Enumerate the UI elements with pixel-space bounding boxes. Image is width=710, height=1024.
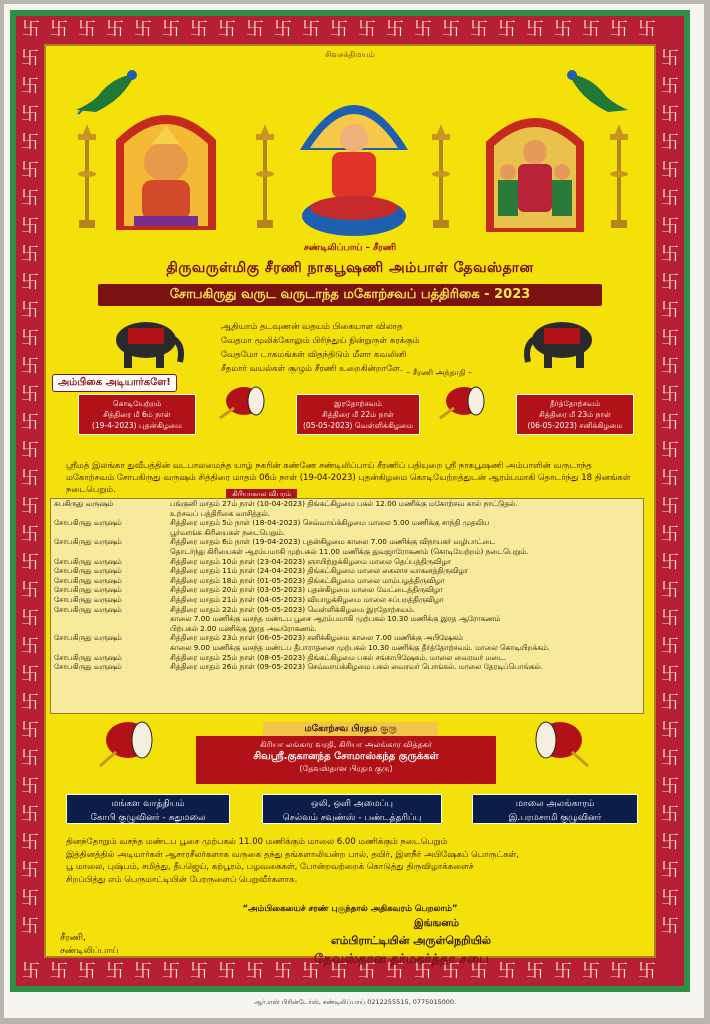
schedule-row: [51, 509, 643, 519]
swastika-motif-icon: 卐: [21, 76, 39, 97]
guru-role: (தேவஸ்தான பிரதம குரு): [299, 764, 393, 773]
schedule-text: சித்திரை மாதம் 5ம் நாள் (18-04-2023) செவ்வாய்க்கிழமை மாலை 5.00 மணிக்கு சாந்தி முதலிய: [170, 518, 490, 528]
swastika-motif-icon: 卐: [21, 272, 39, 293]
swastika-motif-icon: 卐: [21, 916, 39, 937]
swastika-motif-icon: 卐: [21, 664, 39, 685]
schedule-text: சித்திரை மாதம் 20ம் நாள் (03-05-2023) புதன்கிழமை மாலை வேட்டைத்திருவிழா: [170, 585, 443, 595]
swastika-motif-icon: 卐: [582, 19, 600, 40]
schedule-year: [51, 509, 167, 519]
place-line-2: சண்டிலிப்பாய்: [60, 946, 119, 956]
swastika-motif-icon: 卐: [50, 961, 68, 982]
swastika-motif-icon: 卐: [246, 961, 264, 982]
schedule-row: [51, 557, 643, 567]
swastika-motif-icon: 卐: [442, 19, 460, 40]
swastika-motif-icon: 卐: [190, 961, 208, 982]
swastika-motif-icon: 卐: [661, 328, 679, 349]
festival-name: தீர்த்தோற்சவம்: [549, 399, 601, 408]
festival-water-cutting: [516, 394, 634, 435]
swastika-motif-icon: 卐: [21, 860, 39, 881]
swastika-motif-icon: 卐: [661, 356, 679, 377]
verse-line: ஆதியாம் தடவுணன் வதயம் பிகையாள விலாத: [221, 322, 403, 332]
swastika-motif-icon: 卐: [21, 580, 39, 601]
swastika-motif-icon: 卐: [661, 664, 679, 685]
swastika-motif-icon: 卐: [302, 19, 320, 40]
schedule-row: [51, 576, 643, 586]
swastika-motif-icon: 卐: [610, 19, 628, 40]
schedule-text: சித்திரை மாதம் 10ம் நாள் (23-04-2023) ஞாயிற்றுக்கிழமை மாலை தெப்பத்திருவிழா: [170, 556, 451, 566]
schedule-row: [51, 537, 643, 547]
schedule-year: சோபகிருது வருஷம்: [54, 604, 122, 614]
swastika-motif-icon: 卐: [21, 524, 39, 545]
team-title: ஒலி, ஒளி அமைப்பு: [311, 799, 393, 809]
festival-title: சோபகிருது வருட வருடாந்த மகோற்சவப் பத்திரிகை - 2023: [98, 284, 602, 306]
swastika-motif-icon: 卐: [638, 19, 656, 40]
swastika-motif-icon: 卐: [21, 692, 39, 713]
schedule-year: [51, 547, 167, 557]
swastika-motif-icon: 卐: [661, 720, 679, 741]
swastika-motif-icon: 卐: [442, 961, 460, 982]
team-title: மங்கள வாத்தியம்: [111, 799, 185, 809]
schedule-text: சித்திரை மாதம் 21ம் நாள் (04-05-2023) வியாழக்கிழமை மாலை சப்பறத்திருவிழா: [170, 594, 444, 604]
swastika-motif-icon: 卐: [526, 19, 544, 40]
swastika-motif-icon: 卐: [661, 132, 679, 153]
swastika-motif-icon: 卐: [358, 19, 376, 40]
swastika-motif-icon: 卐: [246, 19, 264, 40]
schedule-row: [51, 624, 643, 634]
swastika-motif-icon: 卐: [358, 961, 376, 982]
blessing-label: அம்பிகை அடியார்களே!: [52, 374, 177, 392]
drum-icon: [532, 718, 590, 768]
swastika-motif-icon: 卐: [661, 104, 679, 125]
guru-name: சிவஸ்ரீ.குகானந்த சோமாஸ்கந்த குருக்கள்: [253, 751, 439, 762]
swastika-motif-icon: 卐: [50, 19, 68, 40]
festival-date: சித்திரை மீ 6ம் நாள்: [103, 410, 171, 419]
drum-icon: [436, 380, 492, 422]
swastika-motif-icon: 卐: [582, 961, 600, 982]
quote: “அம்பிகையைச் சரண் புகுந்தால் அதிகவரம் பெறலாம்”: [242, 904, 458, 914]
schedule-row: [51, 595, 643, 605]
swastika-motif-icon: 卐: [661, 300, 679, 321]
swastika-motif-icon: 卐: [21, 496, 39, 517]
swastika-motif-icon: 卐: [661, 804, 679, 825]
swastika-motif-icon: 卐: [21, 384, 39, 405]
swastika-motif-icon: 卐: [386, 19, 404, 40]
team-name: இ.பரமசாமி குழுவினர்: [508, 813, 602, 823]
guru-heading: மகோற்சவ பிரதம குரு: [263, 722, 438, 736]
swastika-motif-icon: 卐: [21, 160, 39, 181]
swastika-motif-icon: 卐: [22, 19, 40, 40]
swastika-motif-icon: 卐: [661, 552, 679, 573]
swastika-motif-icon: 卐: [661, 76, 679, 97]
oil-lamp-icon: [608, 124, 630, 234]
swastika-motif-icon: 卐: [470, 961, 488, 982]
swastika-motif-icon: 卐: [274, 19, 292, 40]
schedule-year: [51, 614, 167, 624]
swastika-motif-icon: 卐: [661, 48, 679, 69]
team-name: செல்வம் சவுண்ஸ் - பண்டத்தரிப்பு: [282, 813, 422, 823]
festival-date: சித்திரை மீ 23ம் நாள்: [538, 410, 612, 419]
swastika-motif-icon: 卐: [554, 19, 572, 40]
verse-block: [221, 320, 521, 376]
swastika-motif-icon: 卐: [21, 636, 39, 657]
swastika-motif-icon: 卐: [21, 104, 39, 125]
team-name: கோபி குழுவினர் - சுதுமலை: [90, 813, 206, 823]
swastika-motif-icon: 卐: [21, 412, 39, 433]
swastika-motif-icon: 卐: [134, 961, 152, 982]
swastika-motif-icon: 卐: [661, 580, 679, 601]
elephant-left-icon: [106, 314, 186, 370]
schedule-row: [51, 566, 643, 576]
guru-titles: கிரியா லங்கார வரதி, கிரியா அலங்கார வித்தகர்: [259, 740, 433, 749]
closing-line: பூ மாலை, புஷ்பம், சமித்து, தீபஜெய், கற்பூரம், பழவகைகள், போன்றவற்றைக் கொடுத்து திருவிழாக்களைச்: [66, 862, 474, 872]
schedule-year: சோபகிருது வருஷம்: [54, 633, 122, 643]
schedule-text: காலை 9.00 மணிக்கு வசந்த மண்டப தீபாராதனை முற்பகல் 10.30 மணிக்கு தீர்த்தோற்சவம். மாலை கொடியிறக்கம்.: [170, 642, 550, 652]
intro-paragraph: ஸ்ரீமத் இலங்கா துவீபத்தின் வடபாலமைந்த யாழ் நகரின் கண்ணே சண்டிலிப்பாய் சீரணிப் பதியுறை ஸ்ரீ நாகபூஷணி அம்பாளின் வருடாந்த மகோற்சவம் சோபகிருது வருஷம் சித்திரை மாதம் 06ம் நாள் (19-04-2023) புதன்கிழமை கொடியேற்றத்துடன் ஆரம்பமாகி தொடர்ந்து 18 தினங்கள் நடைபெறும்.: [66, 461, 631, 495]
festival-day: (06-05-2023) சனிக்கிழமை: [527, 421, 623, 430]
schedule-text: சித்திரை மாதம் 18ம் நாள் (01-05-2023) திங்கட்கிழமை மாலை மாம்பழத்திருவிழா: [170, 575, 445, 585]
guru-box: [196, 736, 496, 784]
swastika-motif-icon: 卐: [21, 216, 39, 237]
schedule-row: [51, 518, 643, 528]
printer-footer: ஆர்.எஸ் பிரின்டேர்ஸ், சண்டிலிப்பாய் 0212255515, 0775015000.: [253, 998, 457, 1006]
temple-title: திருவருள்மிகு சீரணி நாகபூஷணி அம்பாள் தேவஸ்தான: [166, 260, 534, 276]
swastika-motif-icon: 卐: [386, 961, 404, 982]
swastika-motif-icon: 卐: [498, 961, 516, 982]
swastika-motif-icon: 卐: [661, 608, 679, 629]
swastika-motif-icon: 卐: [661, 636, 679, 657]
schedule-text: சித்திரை மாதம் 22ம் நாள் (05-05-2023) வெள்ளிக்கிழமை இரதோற்சவம்.: [170, 604, 416, 614]
schedule-heading: கிரியாகால விபரம்: [226, 489, 297, 500]
schedule-row: [51, 605, 643, 615]
team-garland: [472, 794, 638, 824]
swastika-motif-icon: 卐: [526, 961, 544, 982]
murugan-image: [480, 102, 590, 232]
drum-icon: [216, 380, 272, 422]
swastika-motif-icon: 卐: [21, 468, 39, 489]
swastika-motif-icon: 卐: [78, 19, 96, 40]
closing-line: இத்தினத்தில் அடியார்கள் ஆசாரசீலர்களாக வருகை தந்து தங்களாலியன்ற பால், தயிர், இளநீர் அபிஷேகப் பொருட்கள்,: [66, 849, 520, 860]
swastika-motif-icon: 卐: [661, 888, 679, 909]
team-title: மாலை அலங்காரம்: [515, 799, 595, 809]
swastika-motif-icon: 卐: [190, 19, 208, 40]
place-line: சண்டிலிப்பாய் – சீரணி: [303, 243, 397, 253]
ganesha-image: [108, 100, 224, 230]
swastika-motif-icon: 卐: [661, 776, 679, 797]
schedule-row: [51, 633, 643, 643]
closing-line: சிறப்பித்து எம் பெருமாட்டியின் பேரருளைப் பெறுவீர்களாக.: [66, 874, 298, 885]
swastika-motif-icon: 卐: [302, 961, 320, 982]
swastika-motif-icon: 卐: [661, 216, 679, 237]
swastika-motif-icon: 卐: [661, 496, 679, 517]
swastika-motif-icon: 卐: [21, 132, 39, 153]
schedule-row: [51, 643, 643, 653]
schedule-text: பூர்வாங்க கிரியைகள் நடைபெறும்.: [170, 527, 285, 537]
swastika-motif-icon: 卐: [661, 160, 679, 181]
schedule-year: சோபகிருது வருஷம்: [54, 556, 122, 566]
swastika-motif-icon: 卐: [414, 19, 432, 40]
swastika-motif-icon: 卐: [661, 272, 679, 293]
schedule-row: [51, 614, 643, 624]
swastika-motif-icon: 卐: [106, 961, 124, 982]
swastika-motif-icon: 卐: [661, 412, 679, 433]
swastika-motif-icon: 卐: [21, 356, 39, 377]
schedule-text: தொடர்ந்து கிரியைகள் ஆரம்பமாகி முற்பகல் 11.00 மணிக்கு துவஜாரோகணம் (கொடியேற்றம்) நடைபெறும்.: [170, 546, 529, 556]
swastika-motif-icon: 卐: [21, 552, 39, 573]
schedule-year: சோபகிருது வருஷம்: [54, 585, 122, 595]
swastika-motif-icon: 卐: [330, 19, 348, 40]
schedule-text: சித்திரை மாதம் 23ம் நாள் (06-05-2023) சனிக்கிழமை காலை 7.00 மணிக்கு அபிஷேகம்: [170, 633, 463, 643]
schedule-year: சோபகிருது வருஷம்: [54, 537, 122, 547]
closing-line: தினந்தோறும் வசந்த மண்டப பூசை முற்பகல் 11.00 மணிக்கும் மாலை 6.00 மணிக்கும் நடைபெறும்: [66, 837, 448, 847]
schedule-year: சோபகிருது வருஷம்: [54, 575, 122, 585]
schedule-text: உற்சவப் பத்திரிகை வாசித்தல்.: [170, 508, 271, 518]
swastika-motif-icon: 卐: [21, 300, 39, 321]
place-signature: [60, 932, 119, 958]
swastika-motif-icon: 卐: [661, 440, 679, 461]
schedule-table: [50, 498, 644, 714]
festival-name: கொடியேற்றம்: [112, 399, 162, 408]
oil-lamp-icon: [76, 124, 98, 234]
schedule-text: சித்திரை மாதம் 26ம் நாள் (09-05-2023) செவ்வாய்க்கிழமை பகல் வைரவர் பொங்கல். மாலை தேரடிப்பொங்கல்.: [170, 662, 543, 672]
schedule-text: காலை 7.00 மணிக்கு வசந்த மண்டப பூசை ஆரம்பமாகி முற்பகல் 10.30 மணிக்கு இரத ஆரோகணம்: [170, 614, 501, 624]
swastika-motif-icon: 卐: [498, 19, 516, 40]
schedule-year: சோபகிருது வருஷம்: [54, 594, 122, 604]
swastika-motif-icon: 卐: [661, 748, 679, 769]
swastika-motif-icon: 卐: [661, 692, 679, 713]
schedule-year: [51, 528, 167, 538]
swastika-motif-icon: 卐: [218, 961, 236, 982]
schedule-year: சோபகிருது வருஷம்: [54, 652, 122, 662]
schedule-year: [51, 643, 167, 653]
swastika-motif-icon: 卐: [162, 961, 180, 982]
ambal-image: [296, 80, 412, 240]
swastika-motif-icon: 卐: [78, 961, 96, 982]
schedule-year: சோபகிருது வருஷம்: [54, 518, 122, 528]
swastika-motif-icon: 卐: [470, 19, 488, 40]
festival-day: (19-4-2023) புதன்கிழமை: [91, 421, 183, 430]
swastika-motif-icon: 卐: [218, 19, 236, 40]
schedule-text: பங்குனி மாதம் 27ம் நாள் (10-04-2023) திங்கட்கிழமை பகல் 12.00 மணிக்கு மகோற்சவ கால் நாட்டுதல்.: [170, 499, 518, 508]
top-note: சிவசக்திமயம்: [325, 50, 375, 59]
swastika-motif-icon: 卐: [106, 19, 124, 40]
poster-body: [44, 44, 656, 967]
schedule-row: [51, 528, 643, 538]
swastika-motif-icon: 卐: [162, 19, 180, 40]
schedule-row: [51, 662, 643, 672]
swastika-motif-icon: 卐: [661, 860, 679, 881]
verse-line: வேதமா மூலிக்கோலும் பிரிந்துய் நின்றுருள் சுரக்கும்: [221, 336, 420, 346]
swastika-motif-icon: 卐: [21, 720, 39, 741]
swastika-motif-icon: 卐: [21, 48, 39, 69]
swastika-motif-icon: 卐: [661, 524, 679, 545]
swastika-motif-icon: 卐: [21, 776, 39, 797]
swastika-motif-icon: 卐: [661, 916, 679, 937]
swastika-motif-icon: 卐: [610, 961, 628, 982]
schedule-text: பிற்பகல் 2.00 மணிக்கு இரத அவரோகணம்.: [170, 623, 317, 633]
festival-flag-hoisting: [78, 394, 196, 435]
festival-date: சித்திரை மீ 22ம் நாள்: [321, 410, 395, 419]
verse-line: சீதமார் வயல்கள் சூழும் சீரணி உறைகின்றாளே.: [221, 364, 403, 374]
swastika-motif-icon: 卐: [21, 748, 39, 769]
oil-lamp-icon: [430, 124, 452, 234]
drum-icon: [98, 718, 156, 768]
schedule-row: [51, 547, 643, 557]
sign-line-2: எம்பிராட்டியின் அருள்நெறியில்: [331, 934, 492, 947]
verse-source: – சீரணி அந்தாதி –: [406, 368, 473, 377]
swastika-motif-icon: 卐: [554, 961, 572, 982]
team-music: [66, 794, 230, 824]
swastika-motif-icon: 卐: [638, 961, 656, 982]
swastika-motif-icon: 卐: [661, 384, 679, 405]
schedule-year: சோபகிருது வருஷம்: [54, 566, 122, 576]
schedule-year: சோபகிருது வருஷம்: [54, 662, 122, 672]
swastika-motif-icon: 卐: [21, 328, 39, 349]
oil-lamp-icon: [254, 124, 276, 234]
sign-line-3: தேவஸ்தான தர்மகர்த்தா சபை: [314, 952, 489, 967]
swastika-motif-icon: 卐: [21, 188, 39, 209]
swastika-motif-icon: 卐: [21, 804, 39, 825]
swastika-motif-icon: 卐: [661, 188, 679, 209]
schedule-text: சித்திரை மாதம் 6ம் நாள் (19-04-2023) புதன்கிழமை காலை 7.00 மணிக்கு விநாயகர் வழிபாட்டை: [170, 537, 496, 547]
schedule-year: சுபகிருது வருஷம்: [54, 499, 114, 508]
swastika-motif-icon: 卐: [414, 961, 432, 982]
sign-line-1: இங்ஙனம்: [414, 918, 459, 929]
schedule-row: [51, 499, 643, 509]
swastika-motif-icon: 卐: [661, 244, 679, 265]
swastika-motif-icon: 卐: [330, 961, 348, 982]
swastika-motif-icon: 卐: [21, 832, 39, 853]
swastika-motif-icon: 卐: [134, 19, 152, 40]
swastika-motif-icon: 卐: [21, 608, 39, 629]
swastika-motif-icon: 卐: [661, 832, 679, 853]
swastika-motif-icon: 卐: [21, 440, 39, 461]
schedule-text: சித்திரை மாதம் 25ம் நாள் (08-05-2023) திங்கட்கிழமை பகல் சங்காபிஷேகம். மாலை வைரவர் மடை.: [170, 652, 507, 662]
festival-day: (05-05-2023) வெள்ளிக்கிழமை: [303, 421, 414, 430]
verse-line: வேதமோ டாகமங்கள் விதந்திடும் மீளா கவலினி: [221, 350, 407, 360]
schedule-year: [51, 624, 167, 634]
closing-paragraph: [66, 836, 641, 886]
festival-name: இரதோற்சவம்: [334, 399, 382, 408]
schedule-row: [51, 585, 643, 595]
swastika-motif-icon: 卐: [274, 961, 292, 982]
schedule-text: சித்திரை மாதம் 11ம் நாள் (24-04-2023) திங்கட்கிழமை மாலை கைலாச வாகனத்திருவிழா: [170, 566, 468, 576]
place-line-1: சீரணி,: [60, 933, 86, 943]
elephant-right-icon: [522, 314, 602, 370]
swastika-motif-icon: 卐: [21, 888, 39, 909]
team-sound: [262, 794, 442, 824]
swastika-motif-icon: 卐: [661, 468, 679, 489]
swastika-motif-icon: 卐: [22, 961, 40, 982]
festival-chariot: [296, 394, 420, 435]
swastika-motif-icon: 卐: [21, 244, 39, 265]
schedule-row: [51, 653, 643, 663]
